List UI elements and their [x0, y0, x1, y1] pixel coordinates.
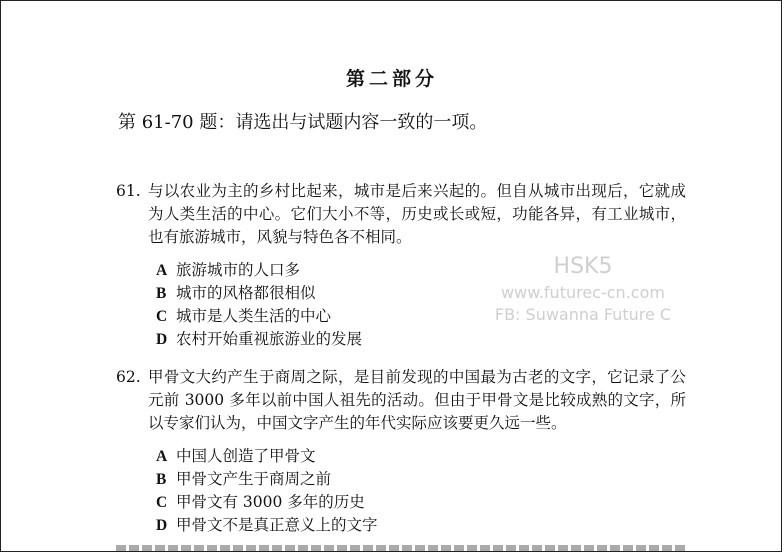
option-b[interactable] [156, 468, 686, 491]
option-text: 甲骨文有 3000 多年的历史 [176, 493, 365, 511]
option-letter: A [156, 448, 168, 465]
watermark [458, 252, 708, 326]
question-number: 62. [116, 368, 141, 386]
option-text: 旅游城市的人口多 [176, 261, 301, 279]
question-stem [116, 180, 686, 249]
question-text: 甲骨文大约产生于商周之际，是目前发现的中国最为古老的文字，它记录了公元前 3000 多年以前中国人祖先的活动。但由于甲骨文是比较成熟的文字，所以专家们认为，中国文字产生的年代实际应该要更久远一些。 [148, 368, 686, 432]
option-letter: D [156, 331, 168, 348]
question-text: 与以农业为主的乡村比起来，城市是后来兴起的。但自从城市出现后，它就成为人类生活的中心。它们大小不等，历史或长或短，功能各异，有工业城市，也有旅游城市，风貌与特色各不相同。 [148, 182, 686, 246]
question-number: 61. [116, 182, 141, 200]
option-letter: B [156, 285, 167, 302]
option-text: 甲骨文产生于商周之前 [176, 470, 332, 488]
instruction-text: 第 61-70 题：请选出与试题内容一致的一项。 [118, 112, 488, 133]
question-62 [116, 366, 686, 537]
cut-off-text-line [116, 545, 686, 551]
option-d[interactable] [156, 328, 686, 351]
options-list [116, 445, 686, 537]
option-letter: B [156, 471, 167, 488]
watermark-facebook: FB: Suwanna Future C [494, 305, 672, 324]
option-letter: C [156, 308, 168, 325]
section-title: 第二部分 [345, 68, 438, 90]
option-text: 城市的风格都很相似 [176, 284, 316, 302]
option-text: 甲骨文不是真正意义上的文字 [176, 516, 378, 534]
option-letter: D [156, 517, 168, 534]
option-text: 农村开始重视旅游业的发展 [176, 330, 363, 348]
watermark-website: www.futurec-cn.com [501, 283, 665, 302]
option-letter: C [156, 494, 168, 511]
option-text: 城市是人类生活的中心 [176, 307, 332, 325]
watermark-title: HSK5 [553, 254, 613, 279]
option-a[interactable] [156, 445, 686, 468]
option-text: 中国人创造了甲骨文 [176, 447, 316, 465]
option-c[interactable] [156, 491, 686, 514]
option-letter: A [156, 262, 168, 279]
option-d[interactable] [156, 514, 686, 537]
question-stem [116, 366, 686, 435]
